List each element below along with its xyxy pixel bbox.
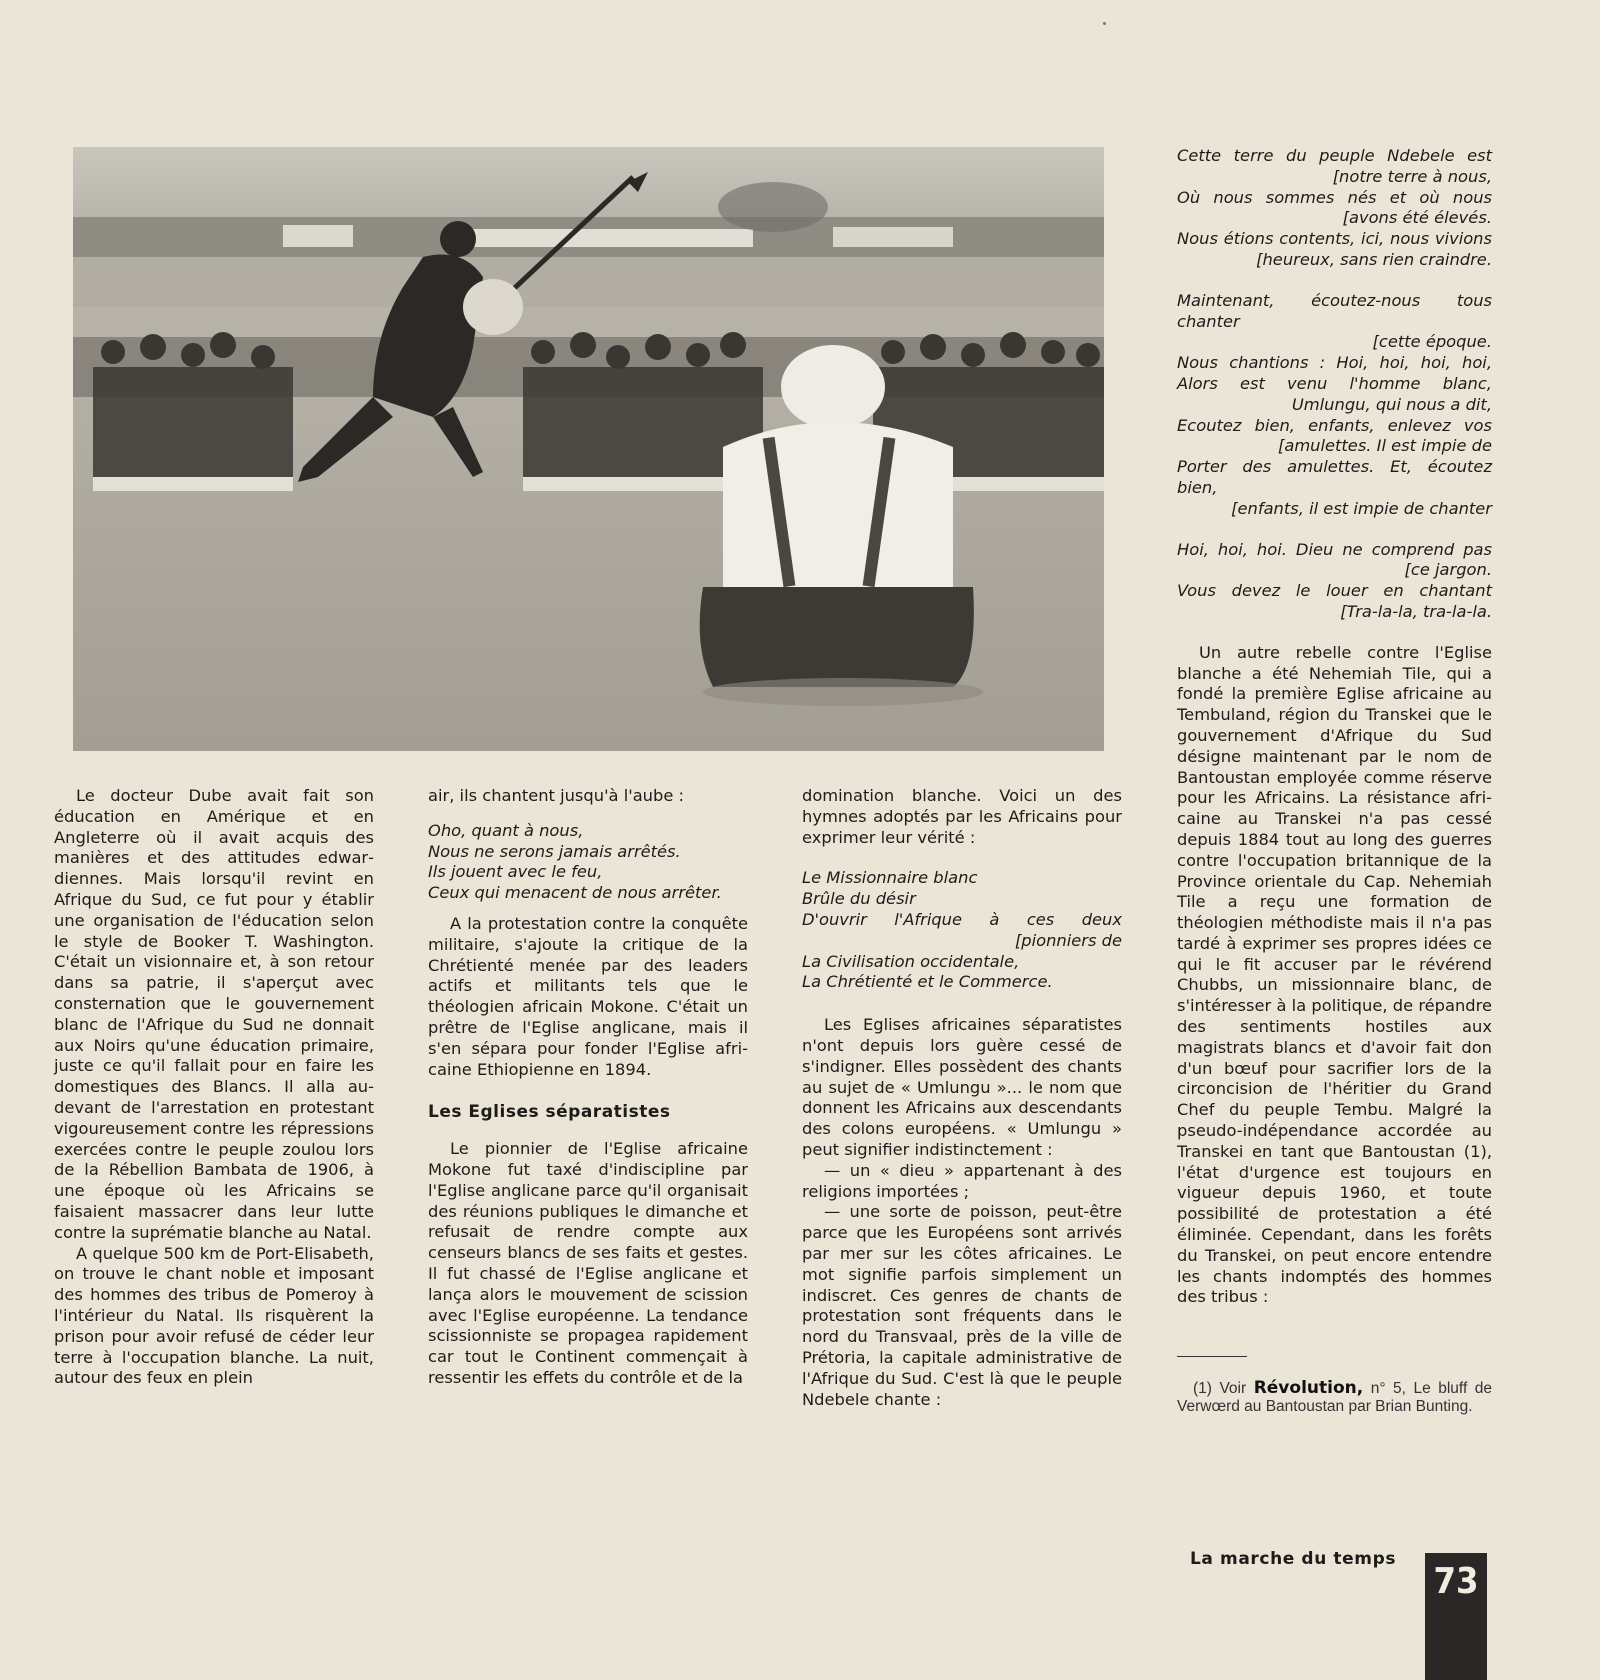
footnote [1177, 1379, 1492, 1416]
poem-line: Hoi, hoi, hoi. Dieu ne comprend pas [1177, 539, 1492, 559]
poem-line: Nous chantions : Hoi, hoi, hoi, hoi, [1177, 353, 1492, 373]
col1-paragraph-1: Le docteur Dube avait fait son éducation en Amérique et en Angleterre où il avait acquis des manières et des attitudes edwardiennes. Mais lorsqu'il revint en Afrique du Sud, ce fut pour y établir une organisation de l'éducation selon le style de Booker T. Washington. C'était un visionnaire et, à son retour dans sa patrie, il s'aperçut avec consternation que le gouvernement blanc de l'Afrique du Sud ne donnait aux Noirs qu'une éducation primaire, juste ce qu'il fallait pour en faire les domestiques des Blancs. Il alla au-devant de l'arrestation en protestant vigoureusement contre les répressions exercées contre le peuple zoulou lors de la Rébellion Bambata de 1906, à une époque où les Africains se faisaient massacrer dans leur lutte contre la suprématie blanche au Natal. [54, 786, 374, 1242]
column-2 [428, 786, 748, 1389]
column-3 [802, 786, 1122, 1410]
poem-line-continuation: [cette époque. [1372, 332, 1492, 352]
footnote-rule [1177, 1356, 1247, 1357]
poem-line: Nous ne serons jamais arrêtés. [428, 841, 681, 861]
poem-line-continuation: [enfants, il est impie de chanter [1231, 498, 1492, 518]
poem-line: Oho, quant à nous, [428, 820, 584, 840]
poem-line-continuation: [amulettes. Il est impie de [1277, 436, 1492, 456]
poem-line: La Civilisation occidentale, [802, 951, 1020, 971]
col3-paragraph-2: Les Eglises africaines séparatistes n'ont depuis lors guère cessé de s'indigner. Elles possèdent des chants au sujet de « Umlungu »... le nom que donnent les Africains aux descendants des colons européens. « Umlungu » peut signifier indistinctement : [802, 1015, 1122, 1159]
col2-paragraph-3: Le pionnier de l'Eglise africaine Mokone fut taxé d'indiscipline par l'Eglise anglicane parce qu'il organisait des réunions publiques le dimanche et refusait de rendre compte aux censeurs blancs de ses faits et gestes. Il fut chassé de l'Eglise anglicane et lança alors le mouvement de scission avec l'Eglise européenne. La tendance scissionniste se propagea rapidement car tout le Continent commençait à ressentir les effets du contrôle et de la [428, 1139, 748, 1387]
poem-line-continuation: [heureux, sans rien craindre. [1256, 249, 1492, 269]
col3-paragraph-4: — une sorte de poisson, peut-être parce que les Européens sont arrivés par mer sur les côtes africaines. Le mot signifie parfois simplement un indiscret. Ces genres de chants de protestation sont fréquents dans le nord du Transvaal, près de la ville de Prétoria, la capitale administrative de l'Afrique du Sud. C'est là que le peuple Ndebele chante : [802, 1202, 1122, 1409]
poem-line: Cette terre du peuple Ndebele est [1177, 146, 1492, 165]
col4-poem-stanza-2 [1177, 291, 1492, 520]
print-speck [1103, 22, 1106, 25]
poem-line: Alors est venu l'homme blanc, [1177, 373, 1492, 393]
footnote-text: n° 5, Le bluff de Verwœrd au Bantoustan par Brian Bunting. [1177, 1380, 1492, 1416]
running-title: La marche du temps [1190, 1549, 1397, 1569]
poem-line: Porter des amulettes. Et, écoutez bien, [1177, 457, 1492, 497]
poem-line: Ecoutez bien, enfants, enlevez vos [1177, 415, 1492, 435]
section-heading: Les Eglises séparatistes [428, 1102, 671, 1123]
col3-paragraph-1: domination blanche. Voici un des hymnes adoptés par les Africains pour exprimer leur vérité : [802, 786, 1122, 847]
col2-poem [428, 821, 748, 904]
poem-line: Umlungu, qui nous a dit, [1291, 394, 1492, 414]
col1-paragraph-2: A quelque 500 km de Port-Elisabeth, on trouve le chant noble et imposant des hommes des tribus de Pomeroy à l'intérieur du Natal. Ils risquèrent la prison pour avoir refusé de céder leur terre à l'occupation blanche. La nuit, autour des feux en plein [54, 1243, 374, 1388]
col4-poem-stanza-1 [1177, 146, 1492, 271]
poem-line: Ils jouent avec le feu, [428, 862, 603, 882]
footnote-marker: (1) Voir [1193, 1380, 1247, 1398]
article-photograph [73, 147, 1104, 751]
poem-line: Ceux qui menacent de nous arrêter. [428, 883, 722, 903]
poem-line: D'ouvrir l'Afrique à ces deux [802, 909, 1122, 929]
column-1 [54, 786, 374, 1389]
col4-poem-stanza-3 [1177, 540, 1492, 623]
photograph-dancer-icon [73, 147, 1104, 751]
col3-poem [802, 868, 1122, 993]
poem-line: Nous étions contents, ici, nous vivions [1177, 229, 1492, 249]
footnote-journal-title: Révolution, [1253, 1378, 1364, 1399]
col2-paragraph-1: air, ils chantent jusqu'à l'aube : [428, 786, 685, 805]
poem-line: Vous devez le louer en chantant [1177, 581, 1492, 601]
page-number: 73 [1425, 1553, 1487, 1680]
col2-paragraph-2: A la protestation contre la conquête militaire, s'ajoute la critique de la Chrétienté menée par des leaders actifs et militants tels que le théologien africain Mokone. C'était un prêtre de l'Eglise anglicane, mais il s'en sépara pour fonder l'Eglise africaine Ethiopienne en 1894. [428, 913, 748, 1079]
poem-line-continuation: [Tra-la-la, tra-la-la. [1340, 601, 1492, 621]
poem-line: Où nous sommes nés et où nous [1177, 187, 1492, 207]
poem-line: La Chrétienté et le Commerce. [802, 972, 1053, 992]
poem-line-continuation: [ce jargon. [1404, 560, 1492, 580]
poem-line-continuation: [avons été élevés. [1342, 208, 1492, 228]
poem-line: Brûle du désir [802, 889, 916, 909]
col3-paragraph-3: — un « dieu » appartenant à des religions importées ; [802, 1160, 1122, 1201]
poem-line: Le Missionnaire blanc [802, 868, 978, 888]
column-4 [1177, 146, 1492, 1416]
poem-line-continuation: [pionniers de [1014, 930, 1122, 950]
col4-paragraph-1: Un autre rebelle contre l'Eglise blanche a été Nehemiah Tile, qui a fondé la première Eglise africaine au Tembuland, région du Transkei que le gouvernement d'Afrique du Sud désigne maintenant par le nom de Bantoustan employée comme réserve pour les Africains. La résistance africaine au Transkei n'a pas cessé depuis 1884 tout au long des guerres contre l'occupation britannique de la Province orientale du Cap. Nehemiah Tile a reçu une formation de théologien méthodiste mais il n'a pas tardé à exprimer ses propres idées ce qui le fit accuser par le révérend Chubbs, un missionnaire blanc, de s'intéresser à la politique, de répandre des sentiments hostiles aux magistrats blancs et d'avoir fait don d'un bœuf pour sacrifier lors de la circoncision de l'héritier du Grand Chef du peuple Tembu. Malgré la pseudo-indépendance accordée au Transkei en tant que Bantoustan (1), l'état d'urgence est toujours en vigueur depuis 1960, et toute possibilité de protestation a été éliminée. Cependant, dans les forêts du Transkei, on peut encore entendre les chants indomptés des hommes des tribus : [1177, 642, 1492, 1307]
poem-line: Maintenant, écoutez-nous tous chanter [1177, 290, 1492, 331]
poem-line-continuation: [notre terre à nous, [1332, 166, 1492, 186]
